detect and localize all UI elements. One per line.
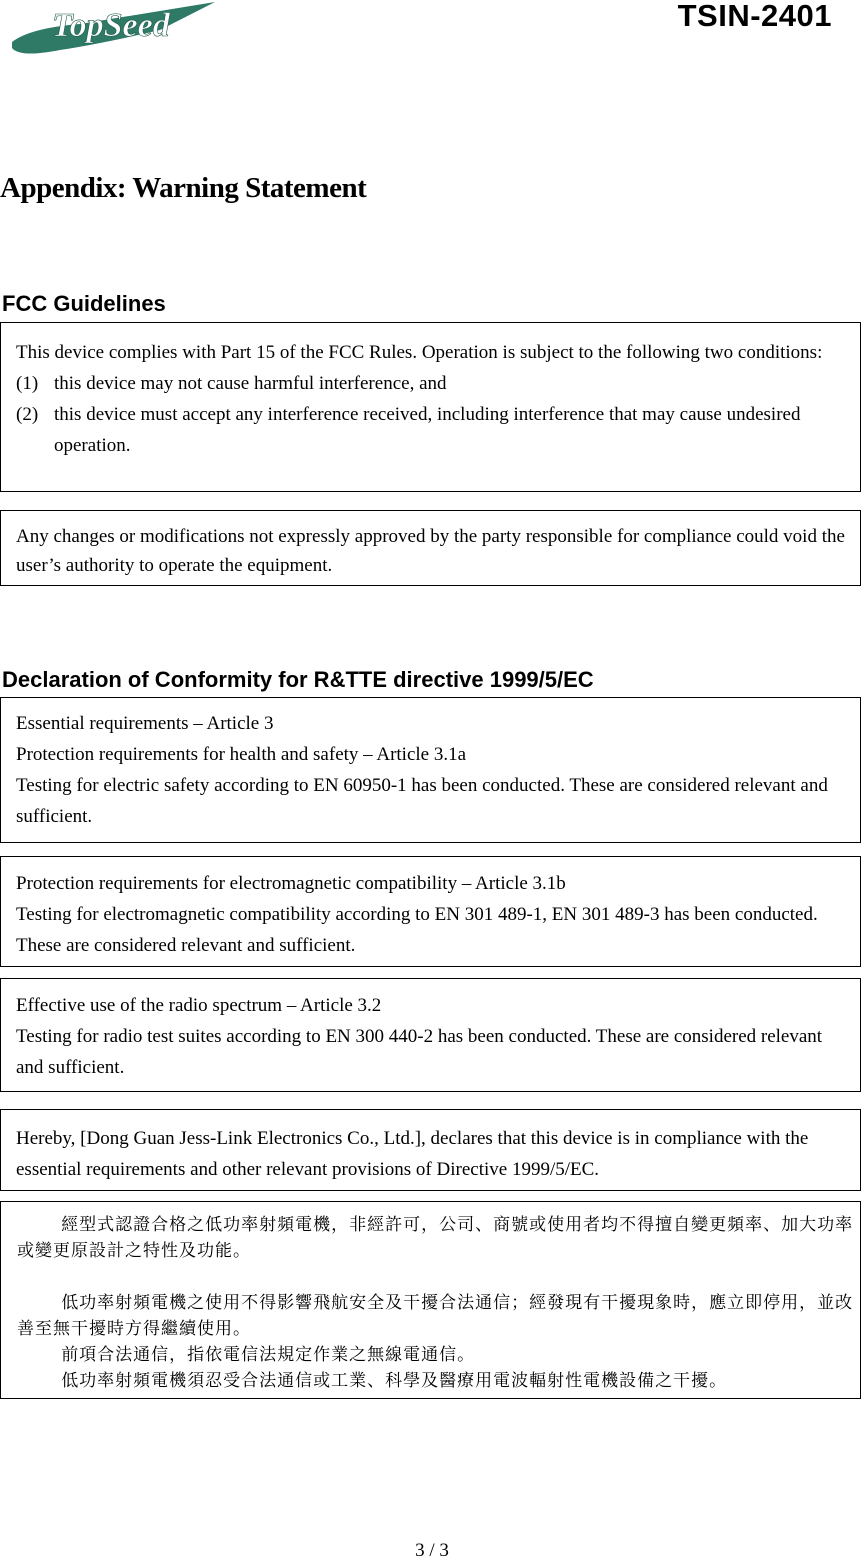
list-number: (1) xyxy=(16,373,39,394)
ncc-paragraph-2: 低功率射頻電機之使用不得影響飛航安全及干擾合法通信；經發現有干擾現象時，應立即停用，並改善至無干擾時方得繼續使用。 xyxy=(17,1293,854,1339)
topseed-logo xyxy=(10,0,220,60)
rtte-radio-text: Testing for radio test suites according to EN 300 440-2 has been conducted. These are considered relevant and sufficient. xyxy=(16,1026,823,1078)
ncc-paragraph-4: 低功率射頻電機須忍受合法通信或工業、科學及醫療用電波輻射性電機設備之干擾。 xyxy=(61,1371,728,1391)
rtte-article-3-1b: Protection requirements for electromagnetic compatibility – Article 3.1b xyxy=(16,873,566,894)
ncc-paragraph-3: 前項合法通信，指依電信法規定作業之無線電通信。 xyxy=(61,1345,476,1365)
rtte-essential-requirements: Essential requirements – Article 3 xyxy=(16,713,274,734)
rtte-article-3-1a: Protection requirements for health and safety – Article 3.1a xyxy=(16,744,467,765)
svg-text:TopSeed: TopSeed xyxy=(52,7,170,44)
rtte-emc-box xyxy=(0,856,861,967)
fcc-condition-item xyxy=(16,368,845,399)
fcc-intro-text: This device complies with Part 15 of the FCC Rules. Operation is subject to the following two conditions: xyxy=(16,342,823,363)
topseed-logo-graphic xyxy=(10,0,220,60)
rtte-declaration-box xyxy=(0,1109,861,1191)
ncc-paragraph-1: 經型式認證合格之低功率射頻電機，非經許可，公司、商號或使用者均不得擅自變更頻率、加大功率或變更原設計之特性及功能。 xyxy=(17,1215,854,1261)
fcc-condition-item xyxy=(16,399,845,461)
document-id: TSIN-2401 xyxy=(677,0,832,33)
rtte-electric-safety-text: Testing for electric safety according to EN 60950-1 has been conducted. These are considered relevant and sufficient. xyxy=(16,775,828,827)
paragraph-spacer xyxy=(17,1264,856,1290)
rtte-declaration-text: Hereby, [Dong Guan Jess-Link Electronics Co., Ltd.], declares that this device is in compliance with the essential requirements and other relevant provisions of Directive 1999/5/EC. xyxy=(16,1128,809,1180)
rtte-emc-text: Testing for electromagnetic compatibility according to EN 301 489-1, EN 301 489-3 has been conducted. These are considered relevant and sufficient. xyxy=(16,904,818,956)
rtte-heading: Declaration of Conformity for R&TTE directive 1999/5/EC xyxy=(2,667,594,692)
list-text: this device may not cause harmful interference, and xyxy=(54,373,447,394)
appendix-title: Appendix: Warning Statement xyxy=(0,172,367,204)
rtte-health-safety-box xyxy=(0,697,861,843)
page-number: 3 / 3 xyxy=(415,1540,449,1561)
list-number: (2) xyxy=(16,404,39,425)
ncc-warning-box xyxy=(0,1201,861,1399)
fcc-modifications-text: Any changes or modifications not expressly approved by the party responsible for compliance could void the user’s authority to operate the equipment. xyxy=(16,526,845,576)
fcc-modifications-box xyxy=(0,510,861,586)
fcc-conditions-box xyxy=(0,322,861,492)
fcc-heading: FCC Guidelines xyxy=(2,291,166,316)
list-text: this device must accept any interference received, including interference that may cause undesired operation. xyxy=(54,404,801,456)
rtte-article-3-2: Effective use of the radio spectrum – Article 3.2 xyxy=(16,995,382,1016)
rtte-radio-spectrum-box xyxy=(0,978,861,1092)
